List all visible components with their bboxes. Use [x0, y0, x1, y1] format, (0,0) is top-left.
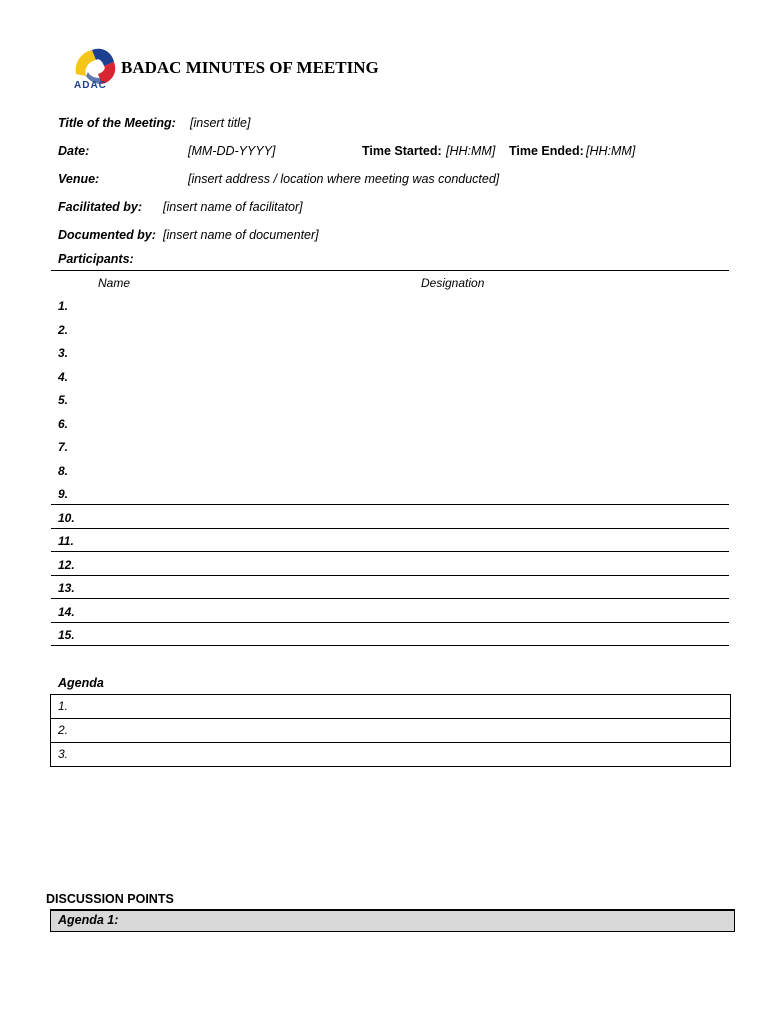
venue-label: Venue:: [58, 172, 100, 186]
participant-row-number: 6.: [58, 416, 69, 431]
agenda-item-number: 2.: [58, 723, 69, 737]
discussion-agenda-bar[interactable]: [50, 909, 735, 932]
column-header-designation: Designation: [421, 276, 485, 290]
title-value[interactable]: [insert title]: [190, 116, 251, 130]
documented-label: Documented by:: [58, 228, 156, 242]
time-started-label: Time Started:: [362, 144, 442, 158]
date-label: Date:: [58, 144, 90, 158]
agenda-item-number: 3.: [58, 747, 69, 761]
discussion-title: DISCUSSION POINTS: [46, 892, 174, 906]
agenda-row[interactable]: [51, 695, 730, 719]
participants-label: Participants:: [58, 252, 134, 266]
participant-row-number: 11.: [58, 534, 74, 548]
divider: [51, 270, 729, 271]
participant-row-divider: [51, 551, 729, 552]
facilitated-value[interactable]: [insert name of facilitator]: [163, 200, 303, 214]
participant-row-divider: [51, 622, 729, 623]
title-label: Title of the Meeting:: [58, 116, 176, 130]
logo-text: ADAC: [74, 80, 107, 91]
participant-row-number: 13.: [58, 581, 75, 595]
facilitated-label: Facilitated by:: [58, 200, 143, 214]
time-ended-label: Time Ended:: [509, 144, 584, 158]
participant-row-divider: [51, 598, 729, 599]
agenda-label: Agenda: [58, 676, 104, 690]
agenda-row[interactable]: [51, 743, 730, 766]
agenda-item-number: 1.: [58, 699, 69, 713]
agenda-table: [50, 694, 731, 767]
time-ended-value[interactable]: [HH:MM]: [586, 144, 636, 158]
participant-row-divider: [51, 645, 729, 646]
participant-row-number: 1.: [58, 299, 69, 313]
venue-value[interactable]: [insert address / location where meeting was conducted]: [188, 172, 500, 186]
time-started-value[interactable]: [HH:MM]: [446, 144, 496, 158]
participant-row-number: 4.: [58, 369, 69, 384]
column-header-name: Name: [98, 276, 131, 290]
participant-row-number: 2.: [58, 322, 69, 337]
discussion-agenda-label: Agenda 1:: [58, 913, 119, 927]
participant-row-number: 7.: [58, 440, 69, 454]
participant-row-number: 5.: [58, 393, 69, 407]
participant-row-number: 3.: [58, 346, 69, 360]
document-title: BADAC MINUTES OF MEETING: [121, 58, 379, 77]
participant-row-number: 9.: [58, 487, 69, 501]
participant-row-divider: [51, 528, 729, 529]
agenda-row[interactable]: [51, 719, 730, 743]
participant-row-number: 10.: [58, 510, 75, 525]
documented-value[interactable]: [insert name of documenter]: [163, 228, 319, 242]
participant-row-number: 14.: [58, 604, 75, 619]
participant-row-number: 8.: [58, 463, 69, 478]
participant-row-divider: [51, 575, 729, 576]
participant-row-divider: [51, 504, 729, 505]
date-value[interactable]: [MM-DD-YYYY]: [188, 144, 276, 158]
participant-row-number: 15.: [58, 628, 75, 642]
participant-row-number: 12.: [58, 557, 75, 572]
